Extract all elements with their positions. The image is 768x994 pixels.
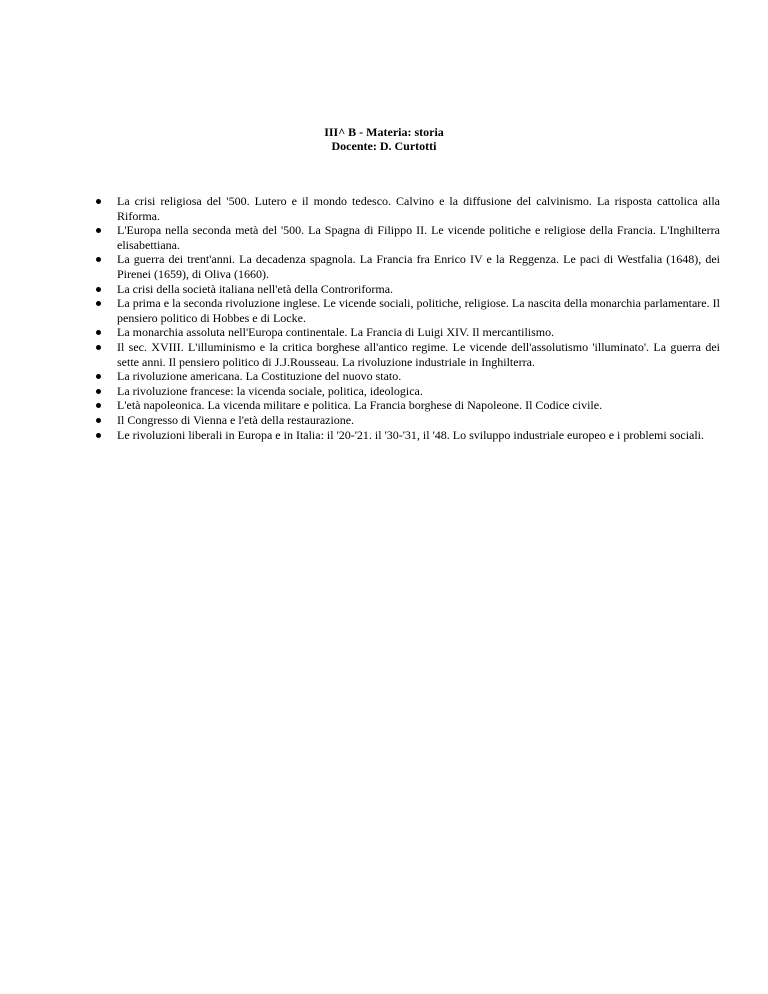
- document-header: [0, 125, 768, 153]
- bullet-icon: [96, 418, 101, 423]
- topic-text: La prima e la seconda rivoluzione inglese. Le vicende sociali, politiche, religiose. La nascita della monarchia parlamentare. Il pensiero politico di Hobbes e di Locke.: [117, 296, 720, 325]
- bullet-icon: [96, 301, 101, 306]
- topic-text: L'Europa nella seconda metà del '500. La Spagna di Filippo II. Le vicende politiche e religiose della Francia. L'Inghilterra elisabettiana.: [117, 223, 720, 252]
- topic-text: La monarchia assoluta nell'Europa continentale. La Francia di Luigi XIV. Il mercantilismo.: [117, 325, 555, 340]
- list-item: [117, 194, 720, 223]
- topic-text: L'età napoleonica. La vicenda militare e politica. La Francia borghese di Napoleone. Il Codice civile.: [117, 398, 603, 413]
- class-subject-title: III^ B - Materia: storia: [324, 125, 444, 139]
- bullet-icon: [96, 287, 101, 292]
- list-item: [117, 252, 720, 281]
- topic-text: La rivoluzione francese: la vicenda sociale, politica, ideologica.: [117, 383, 423, 398]
- list-item: [117, 296, 720, 325]
- bullet-icon: [96, 199, 101, 204]
- topic-text: Il Congresso di Vienna e l'età della restaurazione.: [117, 412, 355, 427]
- teacher-line: Docente: D. Curtotti: [331, 139, 437, 153]
- list-item: [117, 369, 720, 384]
- list-item: [117, 282, 720, 297]
- bullet-icon: [96, 389, 101, 394]
- list-item: [117, 413, 720, 428]
- topic-text: Il sec. XVIII. L'illuminismo e la critica borghese all'antico regime. Le vicende dell'assolutismo 'illuminato'. La guerra dei sette anni. Il pensiero politico di J.J.Rousseau. La rivoluzione industriale in Inghilterra.: [117, 339, 720, 369]
- bullet-icon: [96, 433, 101, 438]
- list-item: [117, 384, 720, 399]
- bullet-icon: [96, 330, 101, 335]
- list-item: [117, 428, 720, 443]
- topic-text: La crisi religiosa del '500. Lutero e il mondo tedesco. Calvino e la diffusione del calvinismo. La risposta cattolica alla Riforma.: [117, 194, 720, 223]
- list-item: [117, 223, 720, 252]
- list-item: [117, 398, 720, 413]
- list-item: [117, 325, 720, 340]
- bullet-icon: [96, 345, 101, 350]
- topic-text: La guerra dei trent'anni. La decadenza spagnola. La Francia fra Enrico IV e la Reggenza. Le paci di Westfalia (1648), dei Pirenei (1659), di Oliva (1660).: [117, 252, 720, 281]
- bullet-icon: [96, 403, 101, 408]
- bullet-icon: [96, 257, 101, 262]
- bullet-icon: [96, 228, 101, 233]
- list-item: [117, 340, 720, 369]
- topic-text: Le rivoluzioni liberali in Europa e in Italia: il '20-'21. il '30-'31, il '48. Lo sviluppo industriale europeo e i problemi sociali.: [117, 427, 705, 442]
- topic-list: [117, 194, 720, 442]
- topic-text: La rivoluzione americana. La Costituzione del nuovo stato.: [117, 369, 402, 384]
- topic-text: La crisi della società italiana nell'età della Controriforma.: [117, 281, 394, 296]
- bullet-icon: [96, 374, 101, 379]
